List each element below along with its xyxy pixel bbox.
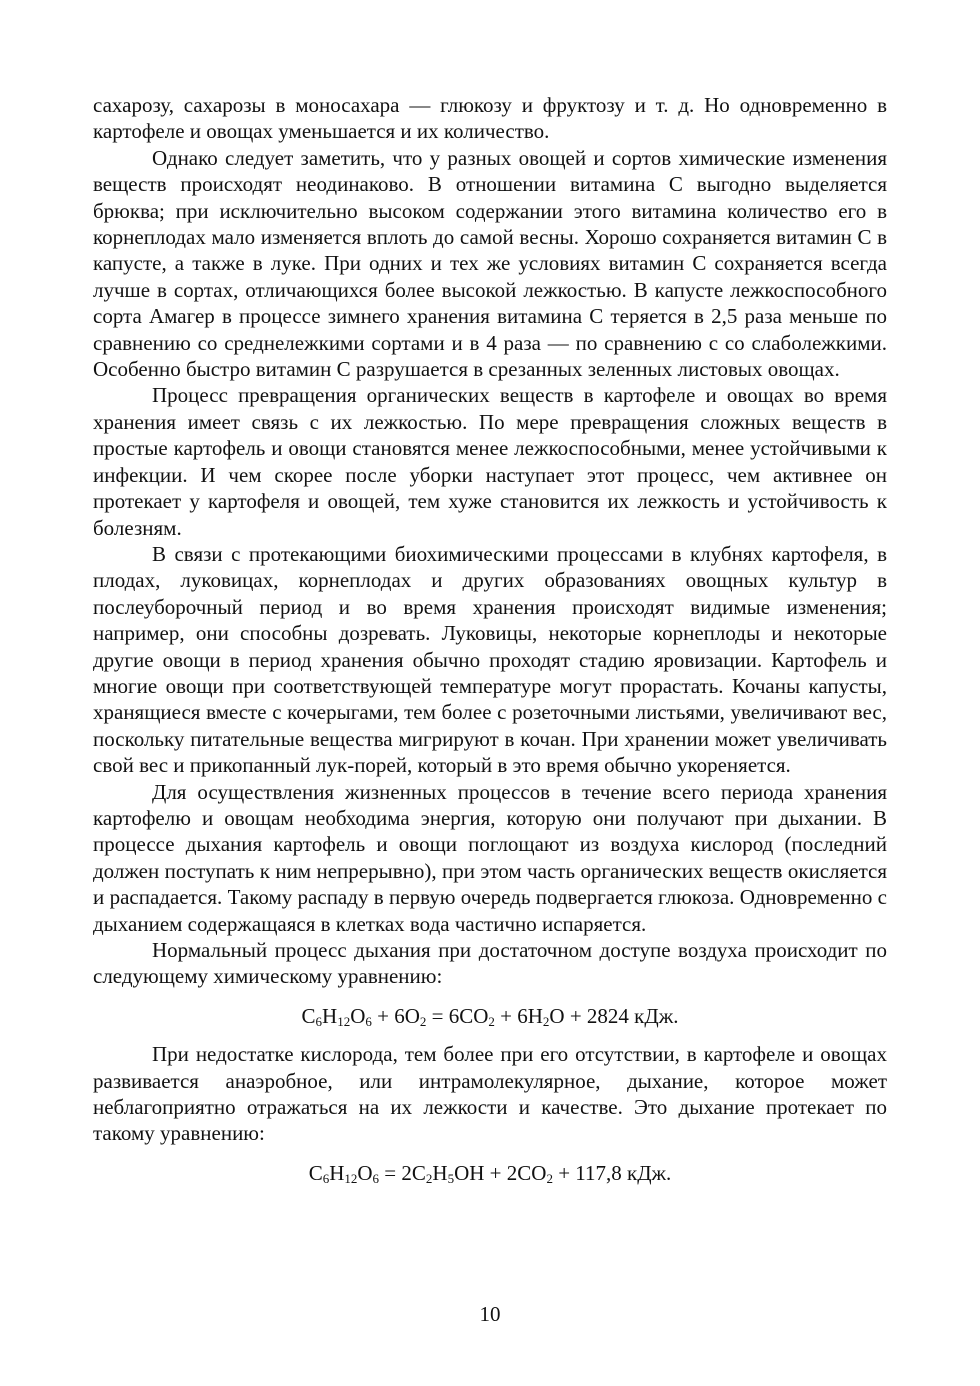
paragraph-vitamin-c: Однако следует заметить, что у разных овощей и сортов химические изменения веществ происходят неодинаково. В отношении витамина С выгодно выделяется брюква; при исключительно высоком содержании этого витамина количество его в корнеплодах мало изменяется вплоть до самой весны. Хорошо сохраняется витамин С в капусте, а также в луке. При одних и тех же условиях витамин С сохраняется всегда лучше в сортах, отличающихся более высокой лежкостью. В капусте лежкоспособного сорта Амагер в процессе зимнего хранения витамина С теряется в 2,5 раза меньше по сравнению со среднележкими сортами и в 4 раза — по сравнению с со слаболежкими. Особенно быстро витамин С разрушается в срезанных зеленных листовых овощах. bbox=[93, 145, 887, 382]
page-number: 10 bbox=[479, 1302, 501, 1326]
paragraph-anaerobic-respiration: При недостатке кислорода, тем более при его отсутствии, в картофеле и овощах развивается анаэробное, или интрамолекулярное, дыхание, которое может неблагоприятно отражаться на их лежкости и качестве. Это дыхание протекает по такому уравнению: bbox=[93, 1042, 887, 1146]
formula-anaerobic-respiration: $C_6H_{12}O_6 = 2C_2H_5OH + 2CO_2 + 117,8$ кДж. bbox=[308, 1160, 672, 1186]
paragraph-organic-transformation: Процесс превращения органических веществ в картофеле и овощах во время хранения имеет связь с их лежкостью. По мере превращения сложных веществ в простые картофель и овощи становятся менее лежкоспособными, менее устойчивыми к инфекции. И чем скорее после уборки наступает этот процесс, чем активнее он протекает у картофеля и овощей, тем хуже становится их лежкость и устойчивость к болезням. bbox=[93, 383, 887, 540]
paragraph-respiration: Для осуществления жизненных процессов в течение всего периода хранения картофелю и овощам необходима энергия, которую они получают при дыхании. В процессе дыхания картофель и овощи поглощают из воздуха кислород (последний должен поступать к ним непрерывно), при этом часть органических веществ окисляется и распадается. Такому распаду в первую очередь подвергается глюкоза. Одновременно с дыханием содержащаяся в клетках вода частично испаряется. bbox=[93, 779, 887, 936]
formula-aerobic-respiration: $C_6H_{12}O_6 + 6O_2 = 6CO_2 + 6H_2O + 2824$ кДж. bbox=[301, 1003, 679, 1029]
paragraph-normal-respiration: Нормальный процесс дыхания при достаточном доступе воздуха происходит по следующему химическому уравнению: bbox=[93, 938, 887, 989]
paragraph-biochemical-processes: В связи с протекающими биохимическими процессами в клубнях картофеля, в плодах, луковицах, корнеплодах и других образованиях овощных культур в послеуборочный период и во время хранения происходят видимые изменения; например, они способны дозревать. Луковицы, некоторые корнеплоды и некоторые другие овощи в период хранения обычно проходят стадию яровизации. Картофель и многие овощи при соответствующей температуре могут прорастать. Кочаны капусты, хранящиеся вместе с кочерыгами, тем более с розеточными листьями, увеличивают вес, поскольку питательные вещества мигрируют в кочан. При хранении может увеличивать свой вес и прикопанный лук-порей, который в это время обычно укореняется. bbox=[93, 541, 887, 778]
paragraph-continuation: сахарозу, сахарозы в моносахара — глюкозу и фруктозу и т. д. Но одновременно в картофеле и овощах уменьшается и их количество. bbox=[93, 93, 887, 144]
